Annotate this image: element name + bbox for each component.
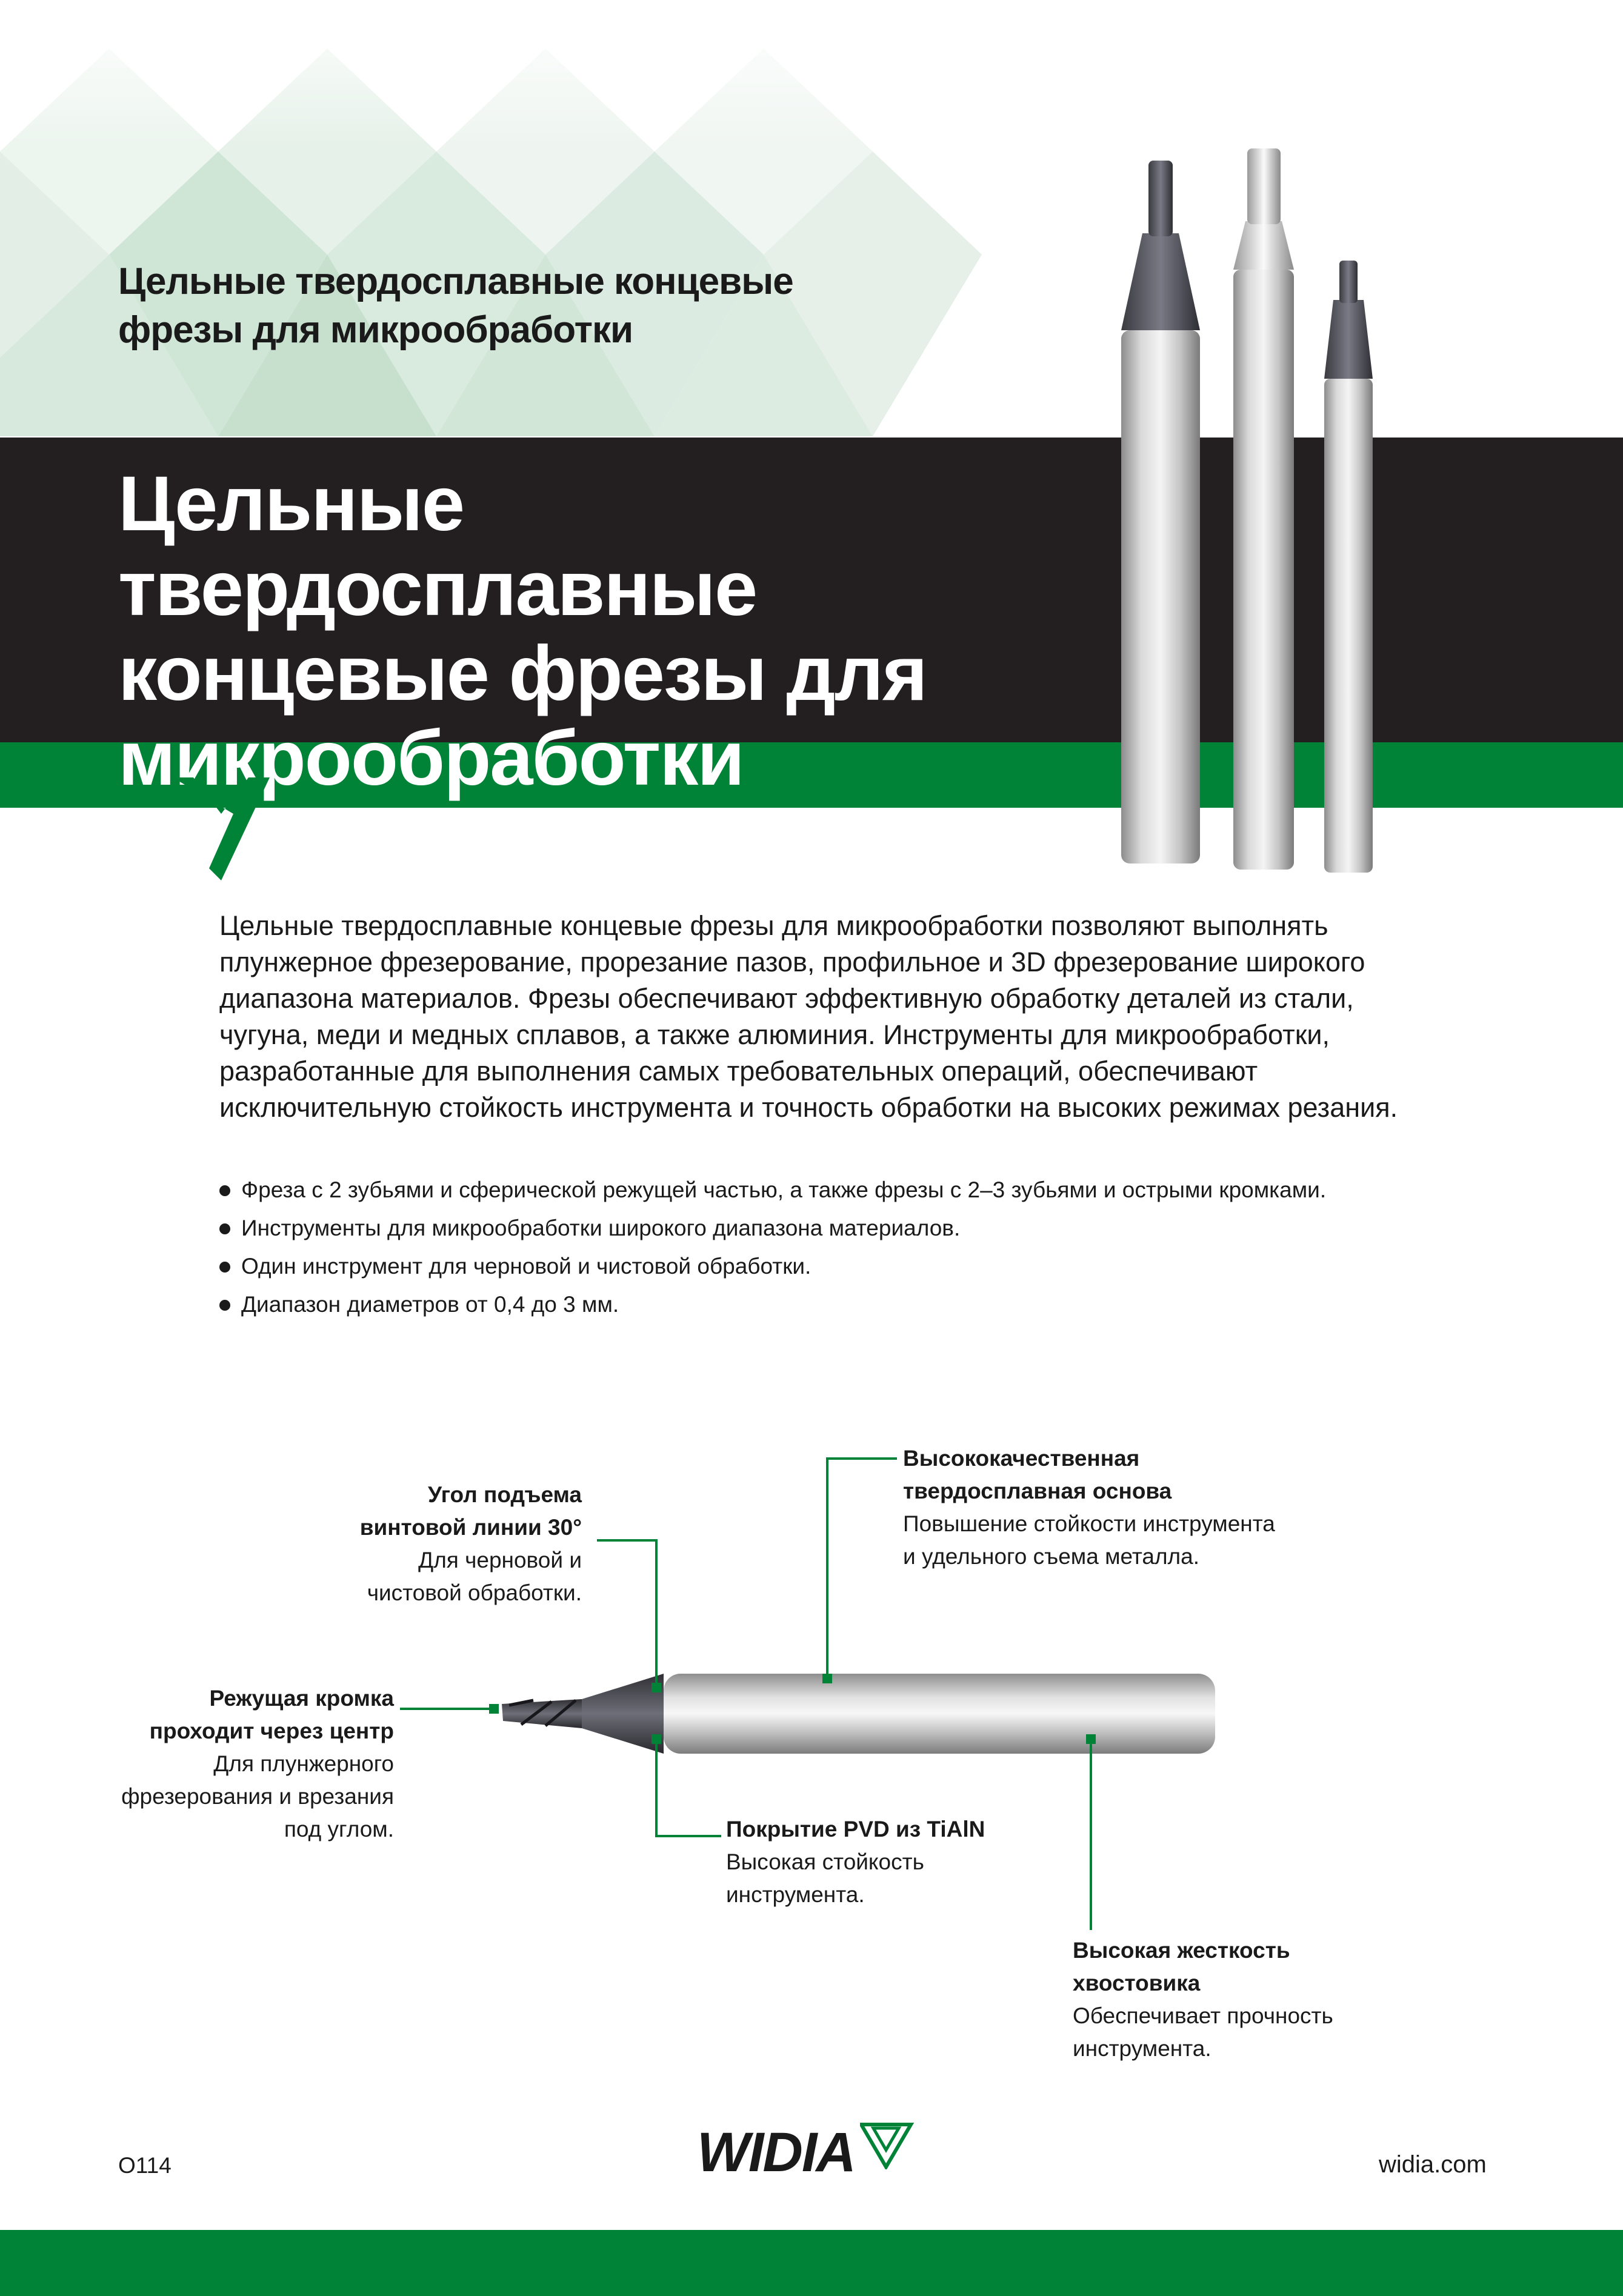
intro-line: Цельные твердосплавные концевые фрезы для микрообработки позволяют выполнять bbox=[219, 910, 1328, 941]
callout-title: хвостовика bbox=[1073, 1971, 1201, 1995]
bullet-icon bbox=[219, 1223, 230, 1234]
intro-line: чугуна, меди и медных сплавов, а также алюминия. Инструменты для микрообработки, bbox=[219, 1019, 1330, 1050]
callout-shank-rigidity bbox=[1073, 1934, 1497, 2065]
callout-text: чистовой обработки. bbox=[367, 1580, 582, 1605]
feature-text: Инструменты для микрообработки широкого диапазона материалов. bbox=[241, 1216, 961, 1240]
callout-text: и удельного съема металла. bbox=[903, 1544, 1200, 1569]
logo-wordmark: WIDIA bbox=[697, 2121, 855, 2183]
intro-paragraph bbox=[219, 908, 1504, 1126]
callout-title: Режущая кромка bbox=[209, 1686, 394, 1711]
callout-text: под углом. bbox=[284, 1817, 394, 1842]
bullet-icon bbox=[219, 1185, 230, 1196]
title-line-3: микрообработки bbox=[118, 715, 744, 802]
callout-title: Высокая жесткость bbox=[1073, 1938, 1290, 1963]
intro-line: исключительную стойкость инструмента и точность обработки на высоких режимах резания. bbox=[219, 1092, 1398, 1123]
callout-title: проходит через центр bbox=[149, 1719, 394, 1743]
end-mills-photo bbox=[1103, 142, 1394, 885]
widia-logo bbox=[697, 2121, 915, 2185]
callout-text: Для плунжерного bbox=[213, 1751, 394, 1776]
callout-text: инструмента. bbox=[1073, 2036, 1211, 2061]
bullet-icon bbox=[219, 1300, 230, 1311]
callout-text: инструмента. bbox=[726, 1882, 865, 1907]
callout-text: Высокая стойкость bbox=[726, 1849, 924, 1874]
subtitle-line-2: фрезы для микрообработки bbox=[118, 309, 633, 351]
intro-line: диапазона материалов. Фрезы обеспечивают эффективную обработку деталей из стали, bbox=[219, 983, 1354, 1014]
callout-text: Повышение стойкости инструмента bbox=[903, 1511, 1275, 1536]
callout-title: Покрытие PVD из TiAlN bbox=[726, 1817, 985, 1842]
feature-list bbox=[219, 1171, 1553, 1323]
title-line-1: Цельные твердосплавные bbox=[118, 461, 757, 632]
title-line-2: концевые фрезы для bbox=[118, 630, 927, 717]
footer-green-band bbox=[0, 2230, 1623, 2296]
page-number: O114 bbox=[118, 2153, 172, 2178]
callout-title: твердосплавная основа bbox=[903, 1479, 1172, 1503]
end-mill-illustration bbox=[502, 1674, 1215, 1754]
green-arrow-notch bbox=[173, 777, 270, 880]
website-link[interactable]: widia.com bbox=[1379, 2151, 1487, 2178]
intro-line: разработанные для выполнения самых требовательных операций, обеспечивают bbox=[219, 1056, 1258, 1086]
callout-title: винтовой линии 30° bbox=[359, 1515, 582, 1540]
page-title bbox=[118, 462, 1118, 801]
widia-triangles-icon bbox=[860, 2121, 915, 2169]
callout-pvd-coating bbox=[726, 1813, 1090, 1911]
callout-helix-angle bbox=[242, 1479, 582, 1609]
feature-item bbox=[219, 1285, 1553, 1323]
intro-line: плунжерное фрезерование, прорезание пазов, профильное и 3D фрезерование широкого bbox=[219, 947, 1365, 977]
callout-text: Обеспечивает прочность bbox=[1073, 2003, 1333, 2028]
bullet-icon bbox=[219, 1262, 230, 1273]
callout-text: Для черновой и bbox=[418, 1548, 582, 1572]
feature-text: Фреза с 2 зубьями и сферической режущей частью, а также фрезы с 2–3 зубьями и острыми кромками. bbox=[241, 1177, 1327, 1202]
feature-item bbox=[219, 1247, 1553, 1285]
callout-center-cutting bbox=[73, 1682, 394, 1846]
section-subtitle bbox=[118, 258, 906, 354]
feature-text: Один инструмент для черновой и чистовой обработки. bbox=[241, 1254, 812, 1279]
feature-item bbox=[219, 1209, 1553, 1247]
callout-carbide-substrate bbox=[903, 1442, 1400, 1573]
feature-text: Диапазон диаметров от 0,4 до 3 мм. bbox=[241, 1292, 619, 1317]
callout-text: фрезерования и врезания bbox=[121, 1784, 394, 1809]
callout-title: Высококачественная bbox=[903, 1446, 1140, 1471]
subtitle-line-1: Цельные твердосплавные концевые bbox=[118, 261, 793, 302]
feature-item bbox=[219, 1171, 1553, 1209]
callout-title: Угол подъема bbox=[428, 1482, 582, 1507]
